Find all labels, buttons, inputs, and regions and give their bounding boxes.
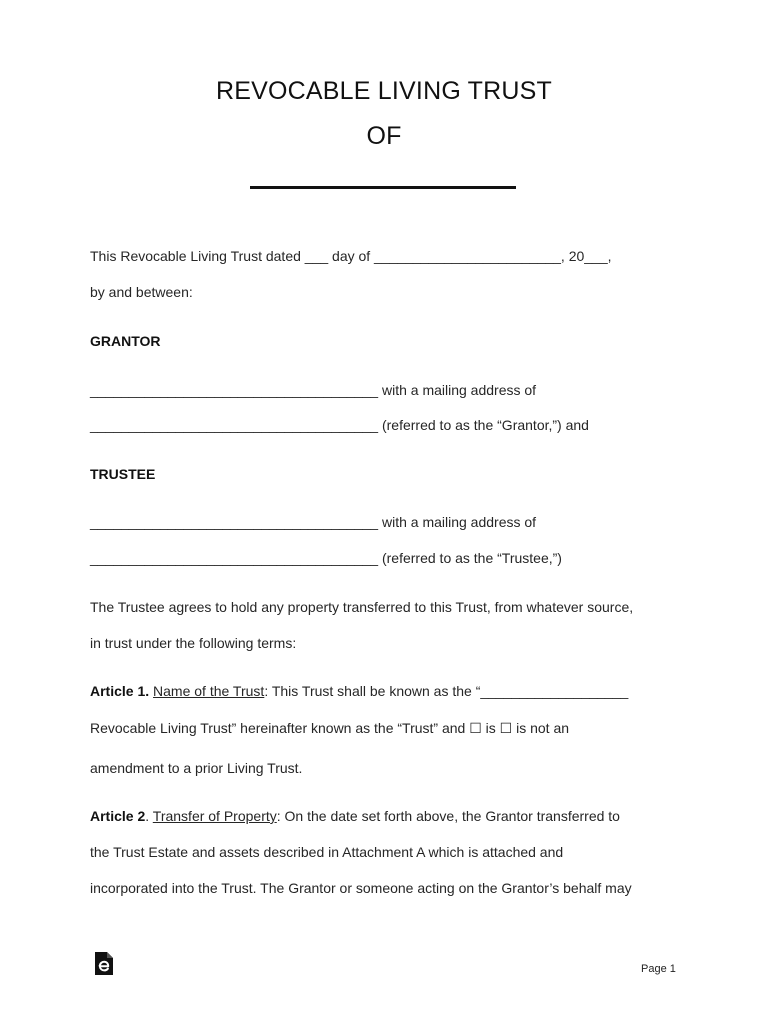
article-2-line-1 (90, 808, 620, 824)
grantor-line-2: _____________________________________ (referred to as the “Grantor,”) and (90, 417, 589, 433)
article-1-line-2: Revocable Living Trust” hereinafter known as the “Trust” and ☐ is ☐ is not an (90, 720, 570, 736)
terms-line-1: The Trustee agrees to hold any property transferred to this Trust, from whatever source, (90, 599, 634, 615)
grantor-heading: GRANTOR (90, 333, 161, 349)
page-number: Page 1 (641, 963, 676, 975)
grantor-line-1: _____________________________________ with a mailing address of (90, 382, 537, 398)
intro-line-1: This Revocable Living Trust dated ___ day of ________________________, 20___, (90, 248, 612, 264)
document-title: REVOCABLE LIVING TRUST (216, 77, 552, 105)
intro-line-2: by and between: (90, 284, 193, 300)
eforms-document-icon (94, 951, 114, 976)
trust-name-blank-line (250, 186, 516, 189)
trustee-line-1: _____________________________________ with a mailing address of (90, 514, 537, 530)
article-2-line-3: incorporated into the Trust. The Grantor or someone acting on the Grantor’s behalf may (90, 880, 632, 896)
trustee-line-2: _____________________________________ (referred to as the “Trustee,”) (90, 550, 562, 566)
document-title-of: OF (366, 122, 402, 150)
article-1-title: Name of the Trust (153, 683, 265, 699)
article-1-line-1 (90, 683, 628, 699)
article-1-label: Article 1. (90, 683, 150, 699)
article-2-text: : On the date set forth above, the Grantor transferred to (276, 808, 620, 824)
article-2-title: Transfer of Property (152, 808, 277, 824)
article-2-separator: . (145, 808, 153, 824)
article-1-line-3: amendment to a prior Living Trust. (90, 760, 303, 776)
article-2-line-2: the Trust Estate and assets described in Attachment A which is attached and (90, 844, 564, 860)
article-2-label: Article 2 (90, 808, 146, 824)
trustee-heading: TRUSTEE (90, 466, 156, 482)
terms-line-2: in trust under the following terms: (90, 635, 297, 651)
article-1-text: : This Trust shall be known as the “___________________ (264, 683, 629, 699)
